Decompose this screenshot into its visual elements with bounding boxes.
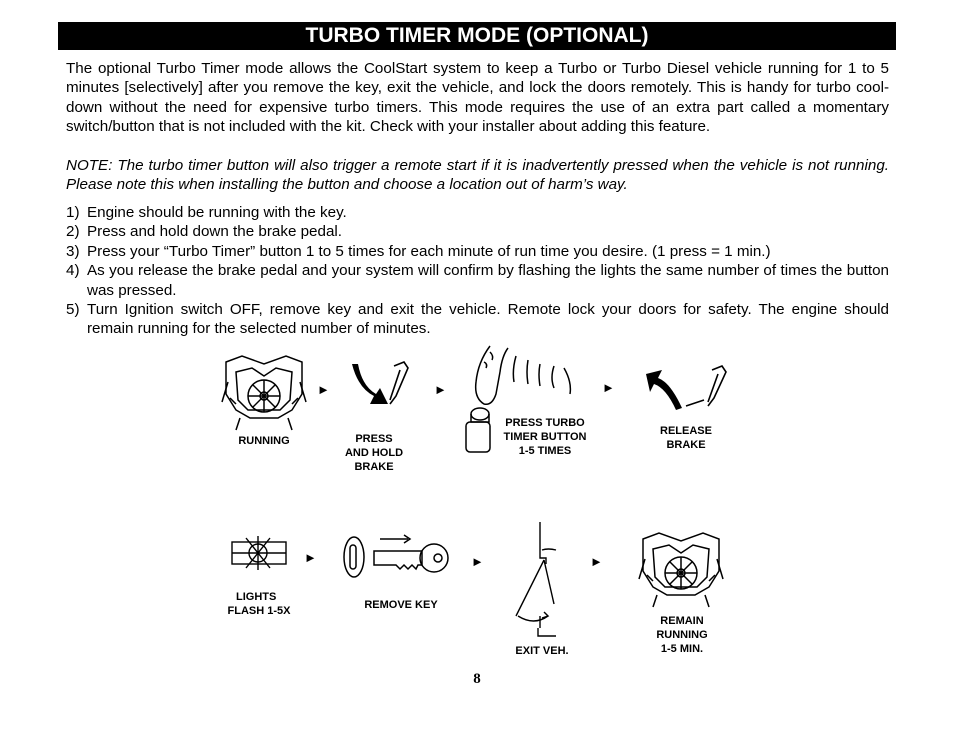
step-arrow: ► bbox=[304, 550, 317, 565]
exit-vehicle-door-icon bbox=[500, 520, 570, 640]
steps-list bbox=[66, 203, 889, 339]
note-paragraph: NOTE: The turbo timer button will also trigger a remote start if it is inadvertently pressed when the vehicle is not running. Please note this when installing the button and choose a location out of harm’s way. bbox=[66, 157, 889, 194]
step-item: 1) Engine should be running with the key. bbox=[66, 204, 347, 221]
label-release-brake: RELEASE BRAKE bbox=[660, 425, 712, 451]
step-arrow: ► bbox=[590, 554, 603, 569]
step-item: 3) Press your “Turbo Timer” button 1 to 5 times for each minute of run time you desire. (1 press = 1 min.) bbox=[66, 242, 771, 260]
label-press-hold: PRESS AND HOLD BRAKE bbox=[344, 433, 404, 473]
step-item: 4) As you release the brake pedal and your system will confirm by flashing the lights the same number of times the button was pressed. bbox=[66, 262, 889, 299]
intro-paragraph: The optional Turbo Timer mode allows the CoolStart system to keep a Turbo or Turbo Diesel vehicle running for 1 to 5 minutes [selectively] after you remove the key, exit the vehicle, and lock the doors remotely. This is handy for turbo cool-down without the need for expensive turbo timers. This mode requires the use of an extra part called a momentary switch/button that is not included with the kit. Check with your installer about adding this feature. bbox=[66, 60, 889, 136]
step-arrow: ► bbox=[317, 382, 330, 397]
label-remain-running: REMAIN RUNNING 1-5 MIN. bbox=[656, 615, 708, 655]
brake-press-icon bbox=[344, 360, 416, 412]
step-arrow: ► bbox=[434, 382, 447, 397]
engine-remain-running-icon bbox=[635, 529, 727, 609]
step-item: 5) Turn Ignition switch OFF, remove key and exit the vehicle. Remote lock your doors for safety. The engine should remain running for the selected number of minutes. bbox=[66, 301, 889, 338]
step-item: 2) Press and hold down the brake pedal. bbox=[66, 223, 342, 241]
brake-release-icon bbox=[644, 364, 730, 412]
lights-flash-icon bbox=[230, 534, 288, 572]
page-number: 8 bbox=[473, 671, 481, 687]
label-exit-vehicle: EXIT VEH. bbox=[515, 645, 569, 657]
label-press-turbo: PRESS TURBO TIMER BUTTON 1-5 TIMES bbox=[503, 417, 587, 457]
key-icon bbox=[340, 531, 452, 583]
label-remove-key: REMOVE KEY bbox=[364, 599, 438, 611]
label-running: RUNNING bbox=[238, 435, 290, 447]
label-lights-flash: LIGHTS FLASH 1-5X bbox=[227, 591, 291, 617]
step-arrow: ► bbox=[471, 554, 484, 569]
step-arrow: ► bbox=[602, 380, 615, 395]
page-title: TURBO TIMER MODE (OPTIONAL) bbox=[58, 22, 896, 50]
engine-running-icon bbox=[218, 352, 310, 432]
